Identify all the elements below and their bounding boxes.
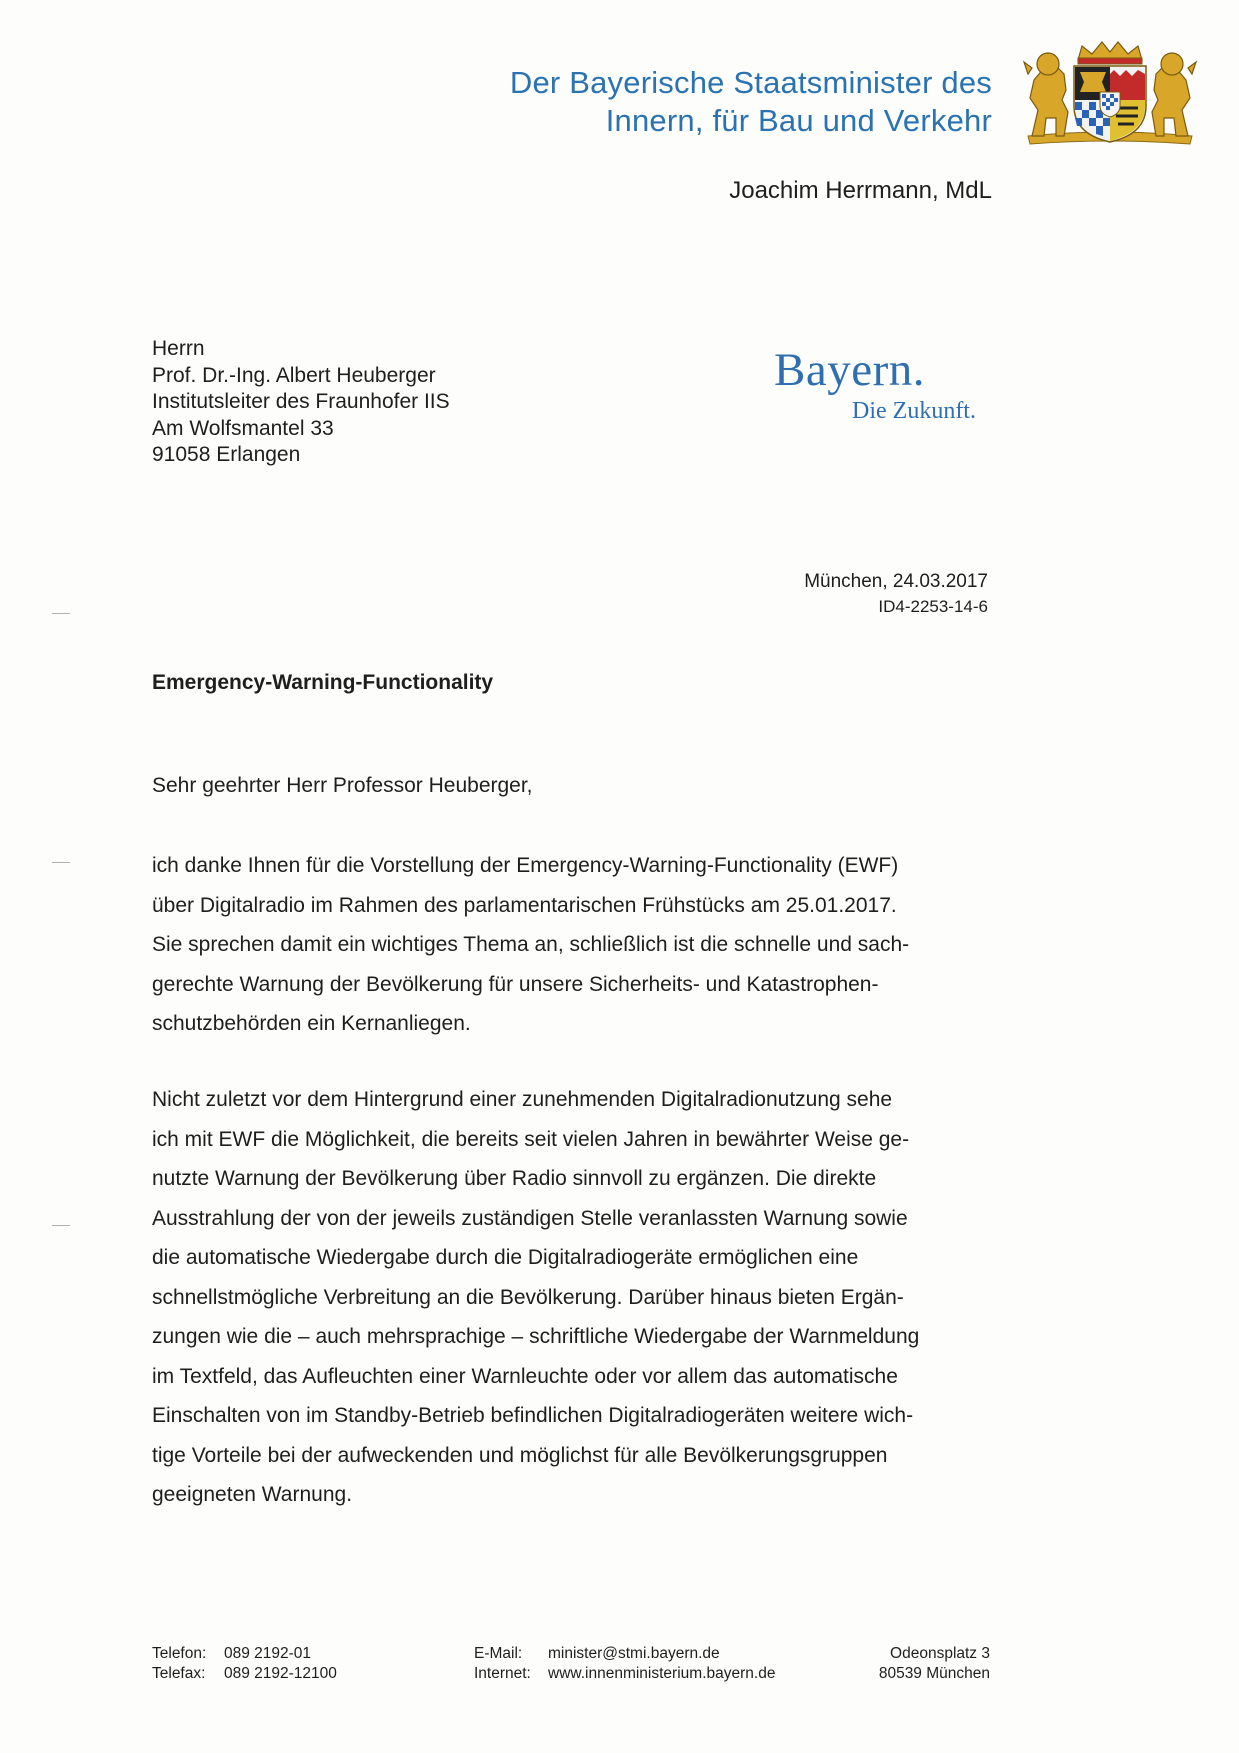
fold-mark bbox=[52, 862, 70, 863]
text-line: tige Vorteile bei der aufweckenden und möglichst für alle Bevölkerungsgruppen bbox=[152, 1443, 888, 1467]
fax-label: Telefax: bbox=[152, 1664, 206, 1682]
ministry-title-line-2: Innern, für Bau und Verkehr bbox=[605, 103, 992, 138]
text-line: ich danke Ihnen für die Vorstellung der Emergency-Warning-Functionality (EWF) bbox=[152, 854, 899, 877]
text-line: nutzte Warnung der Bevölkerung über Radio sinnvoll zu ergänzen. Die direkte bbox=[152, 1167, 877, 1190]
text-line: Ausstrahlung der von der jeweils zuständigen Stelle veranlassten Warnung sowie bbox=[152, 1206, 908, 1230]
text-line: schnellstmögliche Verbreitung an die Bevölkerung. Darüber hinaus bieten Ergän- bbox=[152, 1285, 904, 1309]
ministry-title bbox=[0, 64, 992, 140]
address-line: 91058 Erlangen bbox=[152, 443, 301, 466]
footer-contact-phone bbox=[152, 1644, 337, 1683]
phone-label: Telefon: bbox=[152, 1645, 207, 1662]
text-line: über Digitalradio im Rahmen des parlamentarischen Frühstücks am 25.01.2017. bbox=[152, 893, 897, 917]
text-line: Sie sprechen damit ein wichtiges Thema an, schließlich ist die schnelle und sach- bbox=[152, 933, 910, 956]
reference-number: ID4-2253-14-6 bbox=[878, 597, 988, 616]
text-line: Einschalten von im Standby-Betrieb befindlichen Digitalradiogeräten weitere wich- bbox=[152, 1404, 914, 1427]
bayern-logo-tagline: Die Zukunft. bbox=[852, 398, 976, 424]
phone-number: 089 2192-01 bbox=[224, 1645, 312, 1662]
fax-number: 089 2192-12100 bbox=[224, 1664, 337, 1682]
address-line: Prof. Dr.-Ing. Albert Heuberger bbox=[152, 363, 436, 387]
text-line: gerechte Warnung der Bevölkerung für unsere Sicherheits- und Katastrophen- bbox=[152, 972, 879, 996]
website-link[interactable]: www.innenministerium.bayern.de bbox=[548, 1664, 776, 1682]
ministry-title-line-1: Der Bayerische Staatsminister des bbox=[509, 65, 992, 100]
minister-name: Joachim Herrmann, MdL bbox=[729, 177, 992, 204]
footer-address bbox=[840, 1644, 990, 1683]
text-line: geeigneten Warnung. bbox=[152, 1483, 353, 1506]
address-line: Herrn bbox=[152, 337, 205, 360]
letter-subject: Emergency-Warning-Functionality bbox=[152, 671, 494, 694]
body-paragraph-2 bbox=[152, 1080, 1002, 1515]
address-line: Institutsleiter des Fraunhofer IIS bbox=[152, 390, 450, 413]
bayern-logo-wordmark: Bayern. bbox=[774, 344, 925, 396]
email-label: E-Mail: bbox=[474, 1645, 523, 1662]
bavarian-coat-of-arms-icon bbox=[1022, 40, 1198, 148]
footer-street: Odeonsplatz 3 bbox=[890, 1645, 990, 1662]
text-line: zungen wie die – auch mehrsprachige – schriftliche Wiedergabe der Warnmeldung bbox=[152, 1325, 920, 1348]
recipient-address bbox=[152, 336, 450, 469]
text-line: die automatische Wiedergabe durch die Digitalradiogeräte ermöglichen eine bbox=[152, 1246, 859, 1269]
internet-label: Internet: bbox=[474, 1664, 531, 1682]
letter-date: München, 24.03.2017 bbox=[804, 571, 988, 592]
text-line: Nicht zuletzt vor dem Hintergrund einer zunehmenden Digitalradionutzung sehe bbox=[152, 1088, 893, 1111]
email-address[interactable]: minister@stmi.bayern.de bbox=[548, 1645, 720, 1662]
address-line: Am Wolfsmantel 33 bbox=[152, 416, 334, 440]
body-paragraph-1 bbox=[152, 846, 1002, 1044]
footer-city: 80539 München bbox=[878, 1664, 990, 1682]
text-line: ich mit EWF die Möglichkeit, die bereits seit vielen Jahren in bewährter Weise ge- bbox=[152, 1127, 910, 1151]
text-line: schutzbehörden ein Kernanliegen. bbox=[152, 1012, 471, 1035]
footer-contact-online bbox=[474, 1644, 775, 1683]
salutation: Sehr geehrter Herr Professor Heuberger, bbox=[152, 774, 533, 797]
text-line: im Textfeld, das Aufleuchten einer Warnleuchte oder vor allem das automatische bbox=[152, 1364, 898, 1388]
fold-mark bbox=[52, 1225, 70, 1226]
fold-mark bbox=[52, 613, 70, 614]
